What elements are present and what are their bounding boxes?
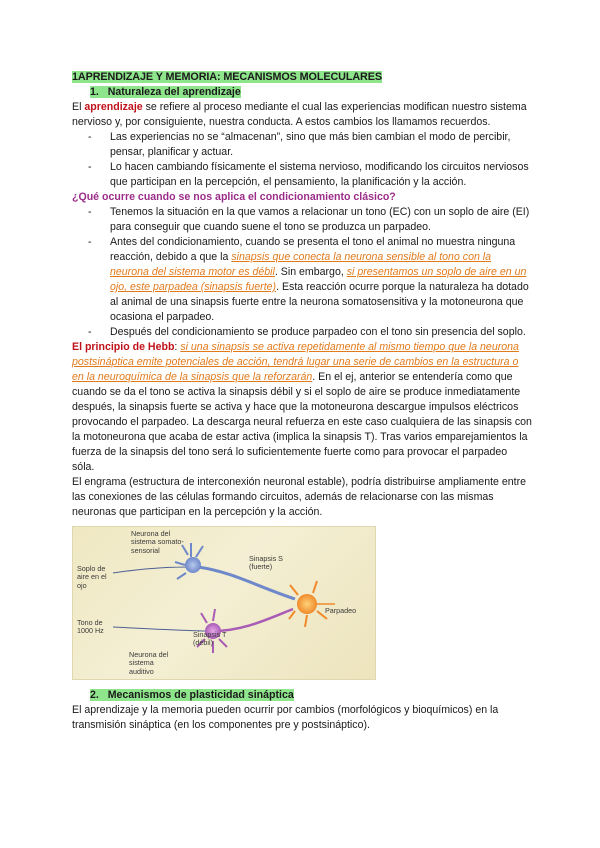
axon-weak [213, 609, 293, 631]
list-item: - Después del condicionamiento se produce parpadeo con el tono sin presencia del soplo. [72, 325, 532, 340]
highlight-strong-synapse: si presentamos un soplo de aire en un ojo, este parpadea (sinapsis fuerte) [110, 266, 527, 293]
label-auditory-neuron: Neurona del sistema auditivo [129, 650, 169, 676]
label-tone: Tono de 1000 Hz [77, 618, 104, 636]
label-weak-synapse: Sinapsis T (débil) [193, 630, 227, 648]
highlight-weak-synapse: sinapsis que conecta la neurona sensible al tono con la neurona del sistema motor es débil [110, 251, 492, 278]
hebb-quote: si una sinapsis se activa repetidamente al mismo tiempo que la neurona postsináptica emite potenciales de acción, tendrá lugar una serie de cambios en la estructura o en la neuroquímica de la sinapsis que la reforzarán [72, 341, 519, 383]
list-item: - Lo hacen cambiando físicamente el sistema nervioso, modificando los circuitos nerviosos que participan en la percepción, el pensamiento, la planificación y la acción. [72, 160, 532, 190]
motor-neuron-icon [289, 581, 335, 627]
section-heading-1 [90, 85, 532, 100]
section-heading-2 [90, 688, 532, 703]
conditioning-figure [72, 526, 376, 680]
hebb-label: El principio de Hebb [72, 341, 175, 353]
label-strong-synapse: Sinapsis S (fuerte) [249, 554, 283, 572]
bullet-list-1 [72, 130, 532, 190]
list-item: - Antes del condicionamiento, cuando se presenta el tono el animal no muestra ninguna reacción, debido a que la sinapsis que conecta la neurona sensible al tono con la neurona del sistema motor es débil. Sin embargo, si presentamos un soplo de aire en un ojo, este parpadea (sinapsis fuerte). Esta reacción ocurre porque la naturaleza ha dotado al animal de una sinapsis fuerte entre la neurona somatosensitiva y la motoneurona que ocasiona el parpadeo. [72, 235, 532, 325]
list-item: - Las experiencias no se “almacenan”, sino que más bien cambian el modo de percibir, pensar, planificar y actuar. [72, 130, 532, 160]
document-page [72, 70, 532, 733]
closing-paragraph: El aprendizaje y la memoria pueden ocurrir por cambios (morfológicos y bioquímicos) en la transmisión sináptica (en los componentes pre y postsináptico). [72, 704, 499, 731]
neuron-diagram [73, 527, 375, 679]
hebb-paragraph: El principio de Hebb: si una sinapsis se activa repetidamente al mismo tiempo que la neurona postsináptica emite potenciales de acción, tendrá lugar una serie de cambios en la estructura o en la neuroquímica de la sinapsis que la reforzarán. En el ej, anterior se entendería como que cuando se da el tono se activa la sinapsis débil y si el soplo de aire se produce inmediatamente después, la sinapsis fuerte se activa y hace que la motoneurona descargue impulsos eléctricos provocando el parpadeo. La descarga neural refuerza en este caso cualquiera de las sinapsis con la motoneurona que acaba de estar activa (implica la sinapsis T). Tras varios emparejamientos la fuerza de la sinapsis del tono será lo suficientemente fuerte como para provocar el parpadeo sóla. [72, 341, 532, 473]
section-number: 1. [90, 86, 99, 98]
section-title: Mecanismos de plasticidad sináptica [107, 689, 294, 701]
section-number: 2. [90, 689, 99, 701]
axon-air-path [113, 567, 193, 573]
label-air-puff: Soplo de aire en el ojo [77, 564, 107, 590]
engram-paragraph: El engrama (estructura de interconexión neuronal estable), podría distribuirse ampliamente entre las conexiones de las células formando circuitos, además de relacionarse con las mismas neuronas que participan en la percepción y la acción. [72, 476, 527, 518]
question-heading: ¿Qué ocurre cuando se nos aplica el condicionamiento clásico? [72, 191, 396, 203]
section-title: Naturaleza del aprendizaje [107, 86, 241, 98]
document-title: 1APRENDIZAJE Y MEMORIA: MECANISMOS MOLECULARES [72, 71, 382, 83]
term-aprendizaje: aprendizaje [84, 101, 143, 113]
label-somatosensory-neuron: Neurona del sistema somato-sensorial [131, 529, 184, 555]
label-blink: Parpadeo [325, 606, 357, 615]
bullet-list-2 [72, 205, 532, 340]
intro-paragraph: El aprendizaje se refiere al proceso mediante el cual las experiencias modifican nuestro sistema nervioso y, por consiguiente, nuestra conducta. A estos cambios los llamamos recuerdos. [72, 101, 527, 128]
list-item: - Tenemos la situación en la que vamos a relacionar un tono (EC) con un soplo de aire (EI) para conseguir que cuando suene el tono se produzca un parpadeo. [72, 205, 532, 235]
